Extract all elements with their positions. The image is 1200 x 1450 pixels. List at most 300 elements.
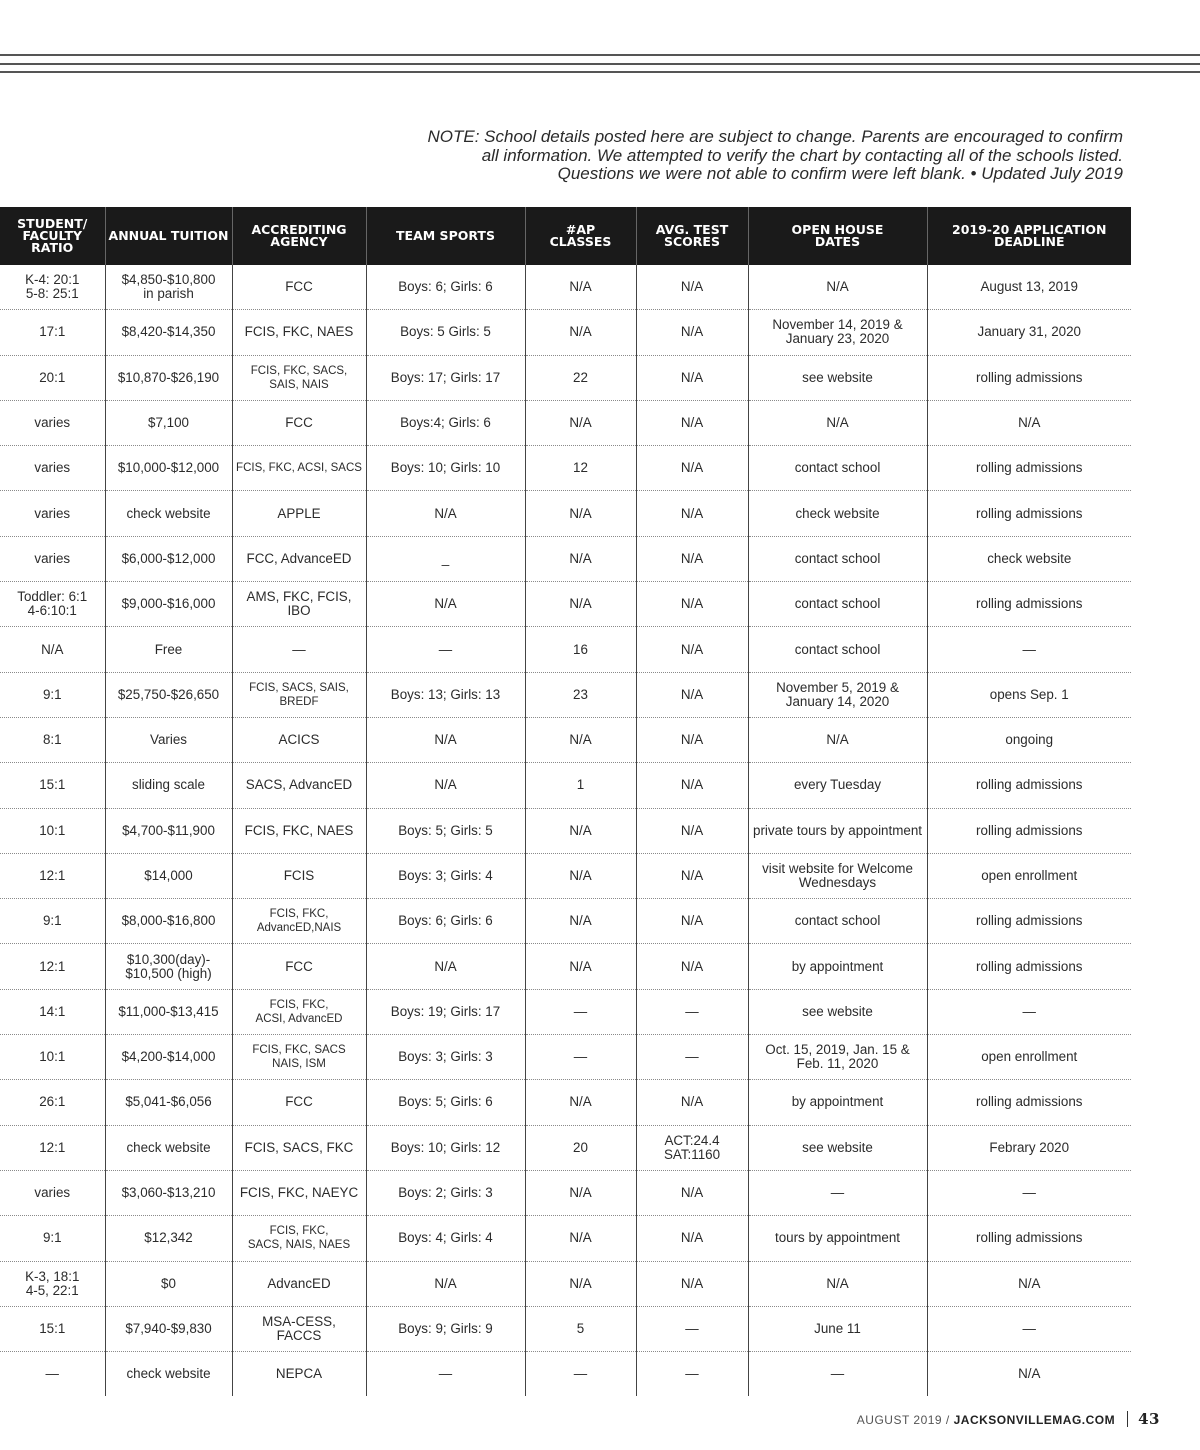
- cell-avg-test-scores: [636, 672, 748, 717]
- cell-accrediting-agency: [232, 310, 366, 355]
- cell-annual-tuition: [105, 446, 232, 491]
- table-row: [0, 1352, 1131, 1397]
- cell-avg-test-scores: [636, 853, 748, 898]
- cell-text: $9,000-$16,000: [121, 596, 216, 612]
- cell-text: Boys: 5; Girls: 5: [398, 822, 493, 838]
- header-text: RATIO: [31, 240, 74, 255]
- cell-text: see website: [802, 1003, 873, 1019]
- cell-text: 12:1: [39, 868, 66, 883]
- cell-text: check website: [126, 505, 211, 521]
- cell-open-house-dates: [748, 853, 927, 898]
- cell-text: APPLE: [277, 505, 321, 521]
- cell-text: rolling admissions: [976, 958, 1083, 974]
- cell-annual-tuition: [105, 265, 232, 310]
- table-row: [0, 899, 1131, 944]
- cell-text: sliding scale: [132, 777, 205, 793]
- cell-text: 10:1: [39, 1049, 66, 1065]
- cell-ap-classes: [525, 899, 636, 944]
- cell-student-faculty-ratio: [0, 989, 105, 1034]
- cell-text: Free: [154, 641, 183, 657]
- cell-student-faculty-ratio: [0, 1170, 105, 1215]
- cell-team-sports: [366, 1352, 525, 1397]
- cell-ap-classes: [525, 853, 636, 898]
- column-header-ap-classes: [525, 207, 636, 265]
- cell-application-deadline: [927, 582, 1131, 627]
- cell-text: contact school: [794, 596, 881, 612]
- cell-text: $4,850-$10,800: [121, 272, 216, 288]
- cell-text: 20: [573, 1139, 588, 1155]
- cell-application-deadline: [927, 1080, 1131, 1125]
- cell-text: —: [1022, 641, 1036, 657]
- cell-avg-test-scores: [636, 1306, 748, 1351]
- cell-avg-test-scores: [636, 1080, 748, 1125]
- cell-annual-tuition: [105, 808, 232, 853]
- cell-avg-test-scores: [636, 944, 748, 989]
- cell-text: —: [438, 1366, 453, 1382]
- cell-annual-tuition: [105, 763, 232, 808]
- cell-avg-test-scores: [636, 717, 748, 762]
- cell-avg-test-scores: [636, 536, 748, 581]
- cell-text: rolling admissions: [976, 1094, 1083, 1110]
- cell-application-deadline: [927, 1216, 1131, 1261]
- cell-text: —: [45, 1366, 59, 1382]
- cell-team-sports: [366, 717, 525, 762]
- page-footer: [857, 1410, 1160, 1428]
- cell-student-faculty-ratio: [0, 1352, 105, 1397]
- cell-text: Boys: 5; Girls: 6: [398, 1094, 493, 1110]
- cell-accrediting-agency: [232, 1216, 366, 1261]
- header-text: DEADLINE: [993, 234, 1065, 249]
- cell-accrediting-agency: [232, 989, 366, 1034]
- cell-avg-test-scores: [636, 1352, 748, 1397]
- cell-team-sports: [366, 491, 525, 536]
- cell-team-sports: [366, 582, 525, 627]
- header-text: #AP: [565, 222, 596, 237]
- cell-text: January 23, 2020: [785, 331, 890, 347]
- cell-ap-classes: [525, 265, 636, 310]
- cell-text: —: [1022, 1185, 1036, 1201]
- cell-text: —: [830, 1366, 845, 1382]
- cell-text: open enrollment: [981, 1049, 1078, 1065]
- header-text: CLASSES: [549, 234, 612, 249]
- cell-text: —: [685, 1320, 699, 1336]
- cell-team-sports: [366, 310, 525, 355]
- table-row: [0, 1035, 1131, 1080]
- cell-application-deadline: [927, 763, 1131, 808]
- cell-text: N/A: [680, 369, 704, 385]
- cell-open-house-dates: [748, 446, 927, 491]
- cell-text: N/A: [680, 1230, 704, 1246]
- cell-text: FCIS, SACS, FKC: [244, 1139, 354, 1155]
- cell-text: check website: [987, 550, 1072, 566]
- cell-text: rolling admissions: [976, 505, 1083, 521]
- cell-text: Boys: 19; Girls: 17: [390, 1003, 501, 1019]
- table-row: [0, 446, 1131, 491]
- cell-text: $4,700-$11,900: [122, 822, 215, 838]
- cell-text: see website: [802, 369, 873, 385]
- cell-text: rolling admissions: [976, 777, 1083, 793]
- cell-text: varies: [34, 550, 71, 566]
- cell-text: SAT:1160: [663, 1146, 721, 1162]
- cell-accrediting-agency: [232, 1035, 366, 1080]
- cell-text: varies: [34, 415, 71, 431]
- cell-text: N/A: [569, 868, 592, 883]
- cell-application-deadline: [927, 536, 1131, 581]
- cell-text: Boys: 6; Girls: 6: [398, 279, 493, 295]
- cell-annual-tuition: [105, 310, 232, 355]
- cell-text: see website: [802, 1139, 873, 1155]
- cell-ap-classes: [525, 717, 636, 762]
- cell-student-faculty-ratio: [0, 355, 105, 400]
- top-rule: [0, 71, 1200, 73]
- cell-text: 23: [573, 686, 588, 702]
- cell-ap-classes: [525, 1216, 636, 1261]
- cell-team-sports: [366, 1080, 525, 1125]
- cell-text: $12,342: [144, 1230, 193, 1246]
- cell-accrediting-agency: [232, 1170, 366, 1215]
- cell-text: N/A: [680, 641, 704, 657]
- table-row: [0, 944, 1131, 989]
- cell-application-deadline: [927, 1352, 1131, 1397]
- cell-text: varies: [34, 1185, 71, 1201]
- cell-ap-classes: [525, 582, 636, 627]
- cell-text: N/A: [680, 324, 704, 340]
- cell-application-deadline: [927, 808, 1131, 853]
- cell-text: rolling admissions: [976, 460, 1083, 476]
- table-row: [0, 1125, 1131, 1170]
- cell-text: N/A: [680, 822, 704, 838]
- cell-text: 9:1: [42, 913, 62, 929]
- cell-annual-tuition: [105, 989, 232, 1034]
- cell-team-sports: [366, 853, 525, 898]
- cell-text: —: [1022, 1320, 1036, 1336]
- cell-student-faculty-ratio: [0, 446, 105, 491]
- cell-application-deadline: [927, 400, 1131, 445]
- cell-annual-tuition: [105, 944, 232, 989]
- cell-text: Oct. 15, 2019, Jan. 15 &: [765, 1042, 910, 1058]
- cell-open-house-dates: [748, 1035, 927, 1080]
- cell-text: November 14, 2019 &: [772, 317, 903, 333]
- cell-annual-tuition: [105, 1306, 232, 1351]
- cell-text: SACS, AdvancED: [245, 777, 353, 793]
- cell-text: tours by appointment: [774, 1230, 901, 1246]
- cell-text: Boys: 3; Girls: 4: [398, 868, 493, 883]
- cell-text: N/A: [680, 777, 704, 793]
- cell-team-sports: [366, 627, 525, 672]
- cell-text: 14:1: [39, 1003, 66, 1019]
- cell-text: $3,060-$13,210: [121, 1185, 216, 1201]
- footer-site: JACKSONVILLEMAG.COM: [953, 1413, 1116, 1427]
- cell-text: $7,100: [148, 415, 189, 431]
- cell-text: Boys: 10; Girls: 12: [390, 1139, 501, 1155]
- cell-annual-tuition: [105, 1035, 232, 1080]
- cell-text: N/A: [680, 868, 704, 883]
- cell-annual-tuition: [105, 717, 232, 762]
- cell-text: 9:1: [42, 686, 62, 702]
- cell-accrediting-agency: [232, 582, 366, 627]
- cell-ap-classes: [525, 989, 636, 1034]
- header-text: ACCREDITING: [251, 222, 347, 237]
- cell-annual-tuition: [105, 1080, 232, 1125]
- cell-text: N/A: [680, 1094, 704, 1110]
- school-details-table: [0, 207, 1131, 1396]
- cell-text: contact school: [794, 460, 881, 476]
- cell-accrediting-agency: [232, 899, 366, 944]
- cell-accrediting-agency: [232, 627, 366, 672]
- cell-open-house-dates: [748, 310, 927, 355]
- cell-student-faculty-ratio: [0, 310, 105, 355]
- cell-text: contact school: [794, 641, 881, 657]
- cell-text: —: [573, 1003, 588, 1019]
- cell-application-deadline: [927, 989, 1131, 1034]
- cell-open-house-dates: [748, 1170, 927, 1215]
- cell-team-sports: [366, 536, 525, 581]
- cell-team-sports: [366, 355, 525, 400]
- cell-annual-tuition: [105, 853, 232, 898]
- table-row: [0, 717, 1131, 762]
- cell-text: N/A: [569, 550, 592, 566]
- cell-annual-tuition: [105, 355, 232, 400]
- cell-text: Febrary 2020: [989, 1139, 1070, 1155]
- cell-text: MSA-CESS,: [262, 1313, 336, 1329]
- cell-application-deadline: [927, 355, 1131, 400]
- cell-team-sports: [366, 1306, 525, 1351]
- cell-accrediting-agency: [232, 763, 366, 808]
- cell-text: 9:1: [42, 1230, 62, 1246]
- cell-text: contact school: [794, 913, 881, 929]
- cell-team-sports: [366, 763, 525, 808]
- disclaimer-note: [343, 128, 1123, 184]
- cell-text: 4-5, 22:1: [25, 1282, 79, 1298]
- cell-text: N/A: [434, 732, 457, 748]
- cell-text: $8,420-$14,350: [121, 324, 216, 340]
- cell-avg-test-scores: [636, 265, 748, 310]
- cell-text: 12: [573, 460, 588, 476]
- cell-team-sports: [366, 1035, 525, 1080]
- cell-team-sports: [366, 944, 525, 989]
- cell-text: 17:1: [39, 324, 66, 340]
- cell-text: N/A: [569, 505, 592, 521]
- cell-ap-classes: [525, 1125, 636, 1170]
- cell-text: contact school: [794, 550, 881, 566]
- cell-text: —: [292, 641, 306, 657]
- header-text: FACULTY: [22, 228, 83, 243]
- table-row: [0, 853, 1131, 898]
- top-rule: [0, 63, 1200, 65]
- column-header-application-deadline: [927, 207, 1131, 265]
- cell-text: N/A: [569, 1094, 592, 1110]
- cell-text: AdvancED,NAIS: [256, 922, 342, 935]
- cell-text: rolling admissions: [976, 1230, 1083, 1246]
- cell-text: $14,000: [144, 868, 193, 883]
- cell-ap-classes: [525, 1080, 636, 1125]
- header-text: AVG. TEST: [655, 222, 729, 237]
- cell-text: N/A: [1018, 415, 1041, 431]
- cell-text: FCC, AdvanceED: [246, 550, 352, 566]
- cell-application-deadline: [927, 491, 1131, 536]
- cell-annual-tuition: [105, 1170, 232, 1215]
- cell-text: private tours by appointment: [753, 822, 922, 838]
- cell-text: —: [1022, 1003, 1036, 1019]
- cell-text: $10,000-$12,000: [117, 460, 220, 476]
- cell-text: rolling admissions: [976, 822, 1083, 838]
- cell-accrediting-agency: [232, 536, 366, 581]
- cell-accrediting-agency: [232, 491, 366, 536]
- cell-text: N/A: [434, 958, 457, 974]
- header-text: AGENCY: [270, 234, 328, 249]
- cell-text: —: [685, 1003, 699, 1019]
- cell-text: Wednesdays: [798, 875, 877, 890]
- cell-open-house-dates: [748, 400, 927, 445]
- header-text: SCORES: [664, 234, 720, 249]
- cell-team-sports: [366, 1125, 525, 1170]
- cell-accrediting-agency: [232, 265, 366, 310]
- table-row: [0, 491, 1131, 536]
- cell-text: N/A: [680, 460, 704, 476]
- note-line: NOTE: School details posted here are subject to change. Parents are encouraged to confirm: [427, 127, 1123, 146]
- cell-open-house-dates: [748, 1216, 927, 1261]
- cell-ap-classes: [525, 763, 636, 808]
- cell-application-deadline: [927, 717, 1131, 762]
- cell-text: K-3, 18:1: [25, 1268, 80, 1284]
- cell-student-faculty-ratio: [0, 1306, 105, 1351]
- cell-text: —: [573, 1049, 588, 1065]
- cell-avg-test-scores: [636, 1035, 748, 1080]
- cell-open-house-dates: [748, 582, 927, 627]
- cell-open-house-dates: [748, 1080, 927, 1125]
- cell-annual-tuition: [105, 899, 232, 944]
- cell-text: N/A: [680, 279, 704, 295]
- cell-text: Boys: 6; Girls: 6: [398, 913, 493, 929]
- cell-student-faculty-ratio: [0, 1035, 105, 1080]
- cell-text: $8,000-$16,800: [121, 913, 216, 929]
- cell-text: 1: [576, 777, 585, 793]
- cell-text: rolling admissions: [976, 596, 1083, 612]
- cell-text: 15:1: [39, 777, 66, 793]
- cell-avg-test-scores: [636, 808, 748, 853]
- cell-text: FCIS, FKC,: [269, 908, 329, 921]
- cell-open-house-dates: [748, 491, 927, 536]
- column-header-annual-tuition: [105, 207, 232, 265]
- cell-ap-classes: [525, 1035, 636, 1080]
- cell-annual-tuition: [105, 400, 232, 445]
- cell-text: —: [573, 1366, 588, 1382]
- table-row: [0, 400, 1131, 445]
- cell-text: —: [830, 1185, 845, 1201]
- cell-text: 20:1: [39, 369, 66, 385]
- cell-text: by appointment: [791, 958, 884, 974]
- cell-ap-classes: [525, 400, 636, 445]
- cell-text: N/A: [434, 596, 457, 612]
- cell-avg-test-scores: [636, 310, 748, 355]
- table-row: [0, 265, 1131, 310]
- cell-text: N/A: [569, 415, 592, 431]
- cell-student-faculty-ratio: [0, 1261, 105, 1306]
- cell-text: N/A: [680, 913, 704, 929]
- cell-avg-test-scores: [636, 989, 748, 1034]
- cell-text: $0: [161, 1275, 176, 1291]
- cell-text: —: [685, 1366, 699, 1382]
- cell-text: FACCS: [276, 1327, 322, 1343]
- cell-text: N/A: [569, 822, 592, 838]
- cell-student-faculty-ratio: [0, 944, 105, 989]
- cell-ap-classes: [525, 1352, 636, 1397]
- cell-ap-classes: [525, 355, 636, 400]
- cell-accrediting-agency: [232, 944, 366, 989]
- cell-student-faculty-ratio: [0, 400, 105, 445]
- cell-avg-test-scores: [636, 1216, 748, 1261]
- cell-text: N/A: [434, 777, 457, 793]
- cell-team-sports: [366, 265, 525, 310]
- cell-text: SAIS, NAIS: [269, 378, 329, 391]
- cell-text: N/A: [569, 324, 592, 340]
- cell-accrediting-agency: [232, 717, 366, 762]
- cell-annual-tuition: [105, 1216, 232, 1261]
- cell-text: visit website for Welcome: [762, 861, 913, 876]
- cell-text: N/A: [680, 958, 704, 974]
- cell-open-house-dates: [748, 717, 927, 762]
- cell-text: 22: [573, 369, 588, 385]
- cell-team-sports: [366, 1170, 525, 1215]
- header-text: TEAM SPORTS: [396, 228, 495, 243]
- header-text: OPEN HOUSE: [791, 222, 884, 237]
- cell-text: N/A: [680, 550, 704, 566]
- cell-text: Varies: [150, 732, 187, 748]
- header-text: ANNUAL TUITION: [108, 228, 229, 243]
- cell-student-faculty-ratio: [0, 265, 105, 310]
- cell-text: N/A: [569, 732, 592, 748]
- cell-avg-test-scores: [636, 446, 748, 491]
- cell-text: Boys: 17; Girls: 17: [390, 369, 501, 385]
- cell-text: N/A: [826, 279, 849, 295]
- table-row: [0, 582, 1131, 627]
- cell-ap-classes: [525, 627, 636, 672]
- cell-avg-test-scores: [636, 400, 748, 445]
- cell-text: K-4: 20:1: [25, 272, 80, 288]
- cell-accrediting-agency: [232, 1080, 366, 1125]
- cell-accrediting-agency: [232, 1352, 366, 1397]
- cell-text: 5-8: 25:1: [25, 286, 79, 302]
- cell-text: varies: [34, 505, 71, 521]
- cell-ap-classes: [525, 1306, 636, 1351]
- cell-text: Boys: 2; Girls: 3: [398, 1185, 493, 1201]
- cell-open-house-dates: [748, 763, 927, 808]
- cell-text: N/A: [680, 1185, 704, 1201]
- cell-avg-test-scores: [636, 627, 748, 672]
- table-row: [0, 808, 1131, 853]
- table-row: [0, 1216, 1131, 1261]
- cell-text: FCIS, FKC, ACSI, SACS: [236, 462, 362, 475]
- table-row: [0, 1306, 1131, 1351]
- cell-ap-classes: [525, 808, 636, 853]
- cell-text: Boys: 13; Girls: 13: [390, 686, 501, 702]
- cell-accrediting-agency: [232, 853, 366, 898]
- cell-team-sports: [366, 1216, 525, 1261]
- cell-annual-tuition: [105, 1125, 232, 1170]
- cell-application-deadline: [927, 627, 1131, 672]
- cell-application-deadline: [927, 310, 1131, 355]
- cell-student-faculty-ratio: [0, 763, 105, 808]
- cell-open-house-dates: [748, 265, 927, 310]
- column-header-team-sports: [366, 207, 525, 265]
- cell-open-house-dates: [748, 808, 927, 853]
- header-text: STUDENT/: [17, 216, 88, 231]
- cell-ap-classes: [525, 491, 636, 536]
- cell-open-house-dates: [748, 1352, 927, 1397]
- cell-avg-test-scores: [636, 1125, 748, 1170]
- cell-text: _: [441, 550, 450, 566]
- cell-student-faculty-ratio: [0, 1125, 105, 1170]
